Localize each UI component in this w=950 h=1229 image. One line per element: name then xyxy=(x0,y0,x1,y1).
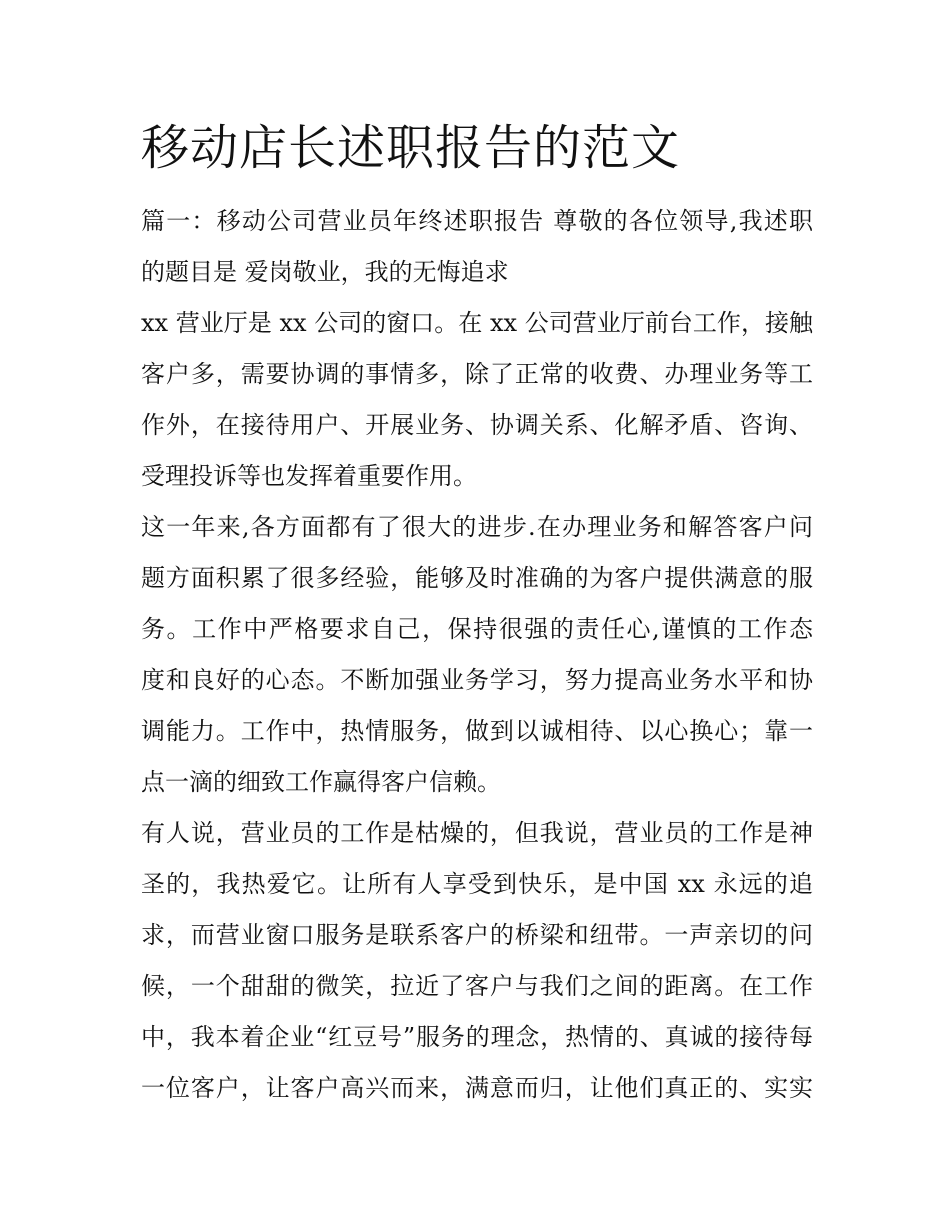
body-line: 客户多，需要协调的事情多，除了正常的收费、办理业务等工 xyxy=(141,360,813,388)
body-line: 求，而营业窗口服务是联系客户的桥梁和纽带。一声亲切的问 xyxy=(141,921,813,949)
body-line: 点一滴的细致工作赢得客户信赖。 xyxy=(141,768,501,796)
body-line: 中，我本着企业“红豆号”服务的理念，热情的、真诚的接待每 xyxy=(141,1023,813,1051)
body-line: 候，一个甜甜的微笑，拉近了客户与我们之间的距离。在工作 xyxy=(141,972,813,1000)
body-line: 务。工作中严格要求自己，保持很强的责任心,谨慎的工作态 xyxy=(141,615,813,643)
body-line: 作外，在接待用户、开展业务、协调关系、化解矛盾、咨询、 xyxy=(141,411,813,439)
body-line: 这一年来,各方面都有了很大的进步.在办理业务和解答客户问 xyxy=(141,513,813,541)
body-line: 的题目是 爱岗敬业，我的无悔追求 xyxy=(141,258,509,286)
body-line: xx 营业厅是 xx 公司的窗口。在 xx 公司营业厅前台工作，接触 xyxy=(141,309,813,337)
document-body xyxy=(141,196,813,1114)
body-line: 一位客户，让客户高兴而来，满意而归，让他们真正的、实实 xyxy=(141,1074,813,1102)
document-title: 移动店长述职报告的范文 xyxy=(141,120,681,176)
body-line: 度和良好的心态。不断加强业务学习，努力提高业务水平和协 xyxy=(141,666,813,694)
body-line: 题方面积累了很多经验，能够及时准确的为客户提供满意的服 xyxy=(141,564,813,592)
body-line: 圣的，我热爱它。让所有人享受到快乐，是中国 xx 永远的追 xyxy=(141,870,813,898)
body-line: 篇一：移动公司营业员年终述职报告 尊敬的各位领导,我述职 xyxy=(141,207,813,235)
body-line: 调能力。工作中，热情服务，做到以诚相待、以心换心；靠一 xyxy=(141,717,813,745)
body-line: 有人说，营业员的工作是枯燥的，但我说，营业员的工作是神 xyxy=(141,819,813,847)
body-line: 受理投诉等也发挥着重要作用。 xyxy=(141,462,477,490)
